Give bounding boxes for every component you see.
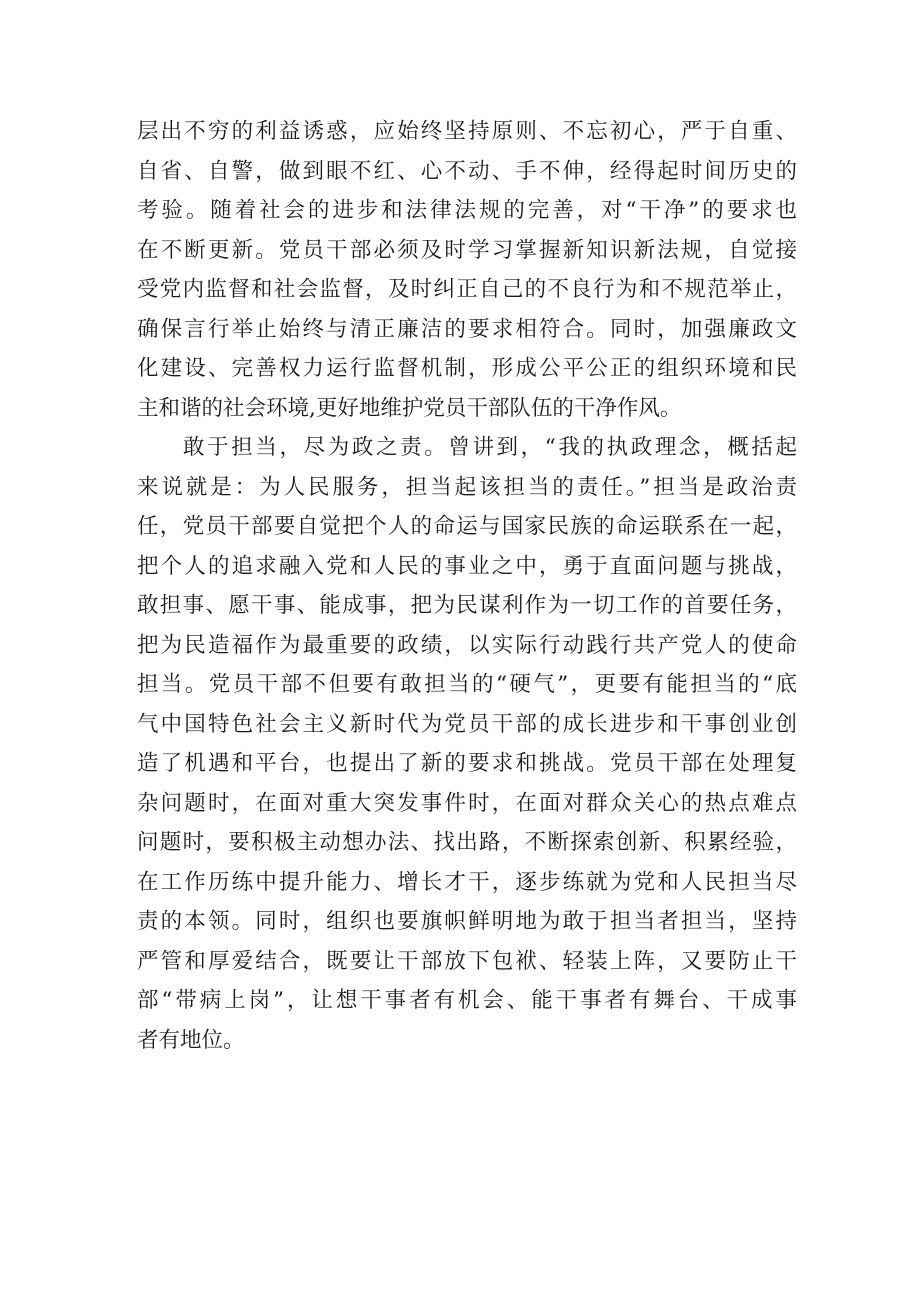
- text-line: 敢于担当，尽为政之责。曾讲到，“我的执政理念，概括起: [183, 435, 797, 460]
- text-line: 层出不穷的利益诱惑，应始终坚持原则、不忘初心，严于自重、: [137, 119, 797, 144]
- text-line: 问题时，要积极主动想办法、找出路，不断探索创新、积累经验，: [137, 830, 797, 855]
- paragraph-integrity: [137, 112, 797, 428]
- text-line: 主和谐的社会环境,更好地维护党员干部队伍的干净作风。: [137, 395, 682, 421]
- text-line: 担当。党员干部不但要有敢担当的“硬气”，更要有能担当的“底: [137, 672, 797, 697]
- text-line: 部“带病上岗”，让想干事者有机会、能干事者有舞台、干成事: [137, 988, 797, 1013]
- text-line: 把个人的追求融入党和人民的事业之中，勇于直面问题与挑战，: [137, 553, 797, 579]
- text-line: 造了机遇和平台，也提出了新的要求和挑战。党员干部在处理复: [137, 751, 797, 776]
- text-line: 严管和厚爱结合，既要让干部放下包袱、轻装上阵，又要防止干: [137, 948, 797, 974]
- document-body: [137, 112, 797, 1060]
- text-line: 化建设、完善权力运行监督机制，形成公平公正的组织环境和民: [137, 356, 797, 381]
- text-line: 考验。随着社会的进步和法律法规的完善，对“干净”的要求也: [137, 198, 797, 223]
- text-line: 在不断更新。党员干部必须及时学习掌握新知识新法规，自觉接: [137, 237, 797, 263]
- text-line: 确保言行举止始终与清正廉洁的要求相符合。同时，加强廉政文: [137, 316, 797, 342]
- text-line: 自省、自警，做到眼不红、心不动、手不伸，经得起时间历史的: [137, 158, 797, 184]
- text-line: 责的本领。同时，组织也要旗帜鲜明地为敢于担当者担当，坚持: [137, 909, 797, 934]
- text-line: 在工作历练中提升能力、增长才干，逐步练就为党和人民担当尽: [137, 869, 797, 895]
- text-line: 者有地位。: [137, 1027, 245, 1053]
- text-line: 敢担事、愿干事、能成事，把为民谋利作为一切工作的首要任务，: [137, 593, 797, 618]
- text-line: 杂问题时，在面对重大突发事件时，在面对群众关心的热点难点: [137, 790, 797, 816]
- text-line: 气中国特色社会主义新时代为党员干部的成长进步和干事创业创: [137, 711, 797, 737]
- text-line: 受党内监督和社会监督，及时纠正自己的不良行为和不规范举止，: [137, 277, 797, 302]
- text-line: 把为民造福作为最重要的政绩，以实际行动践行共产党人的使命: [137, 632, 797, 658]
- paragraph-responsibility: [137, 428, 797, 1060]
- text-line: 任，党员干部要自觉把个人的命运与国家民族的命运联系在一起，: [137, 514, 797, 539]
- text-line: 来说就是：为人民服务，担当起该担当的责任。”担当是政治责: [137, 474, 797, 500]
